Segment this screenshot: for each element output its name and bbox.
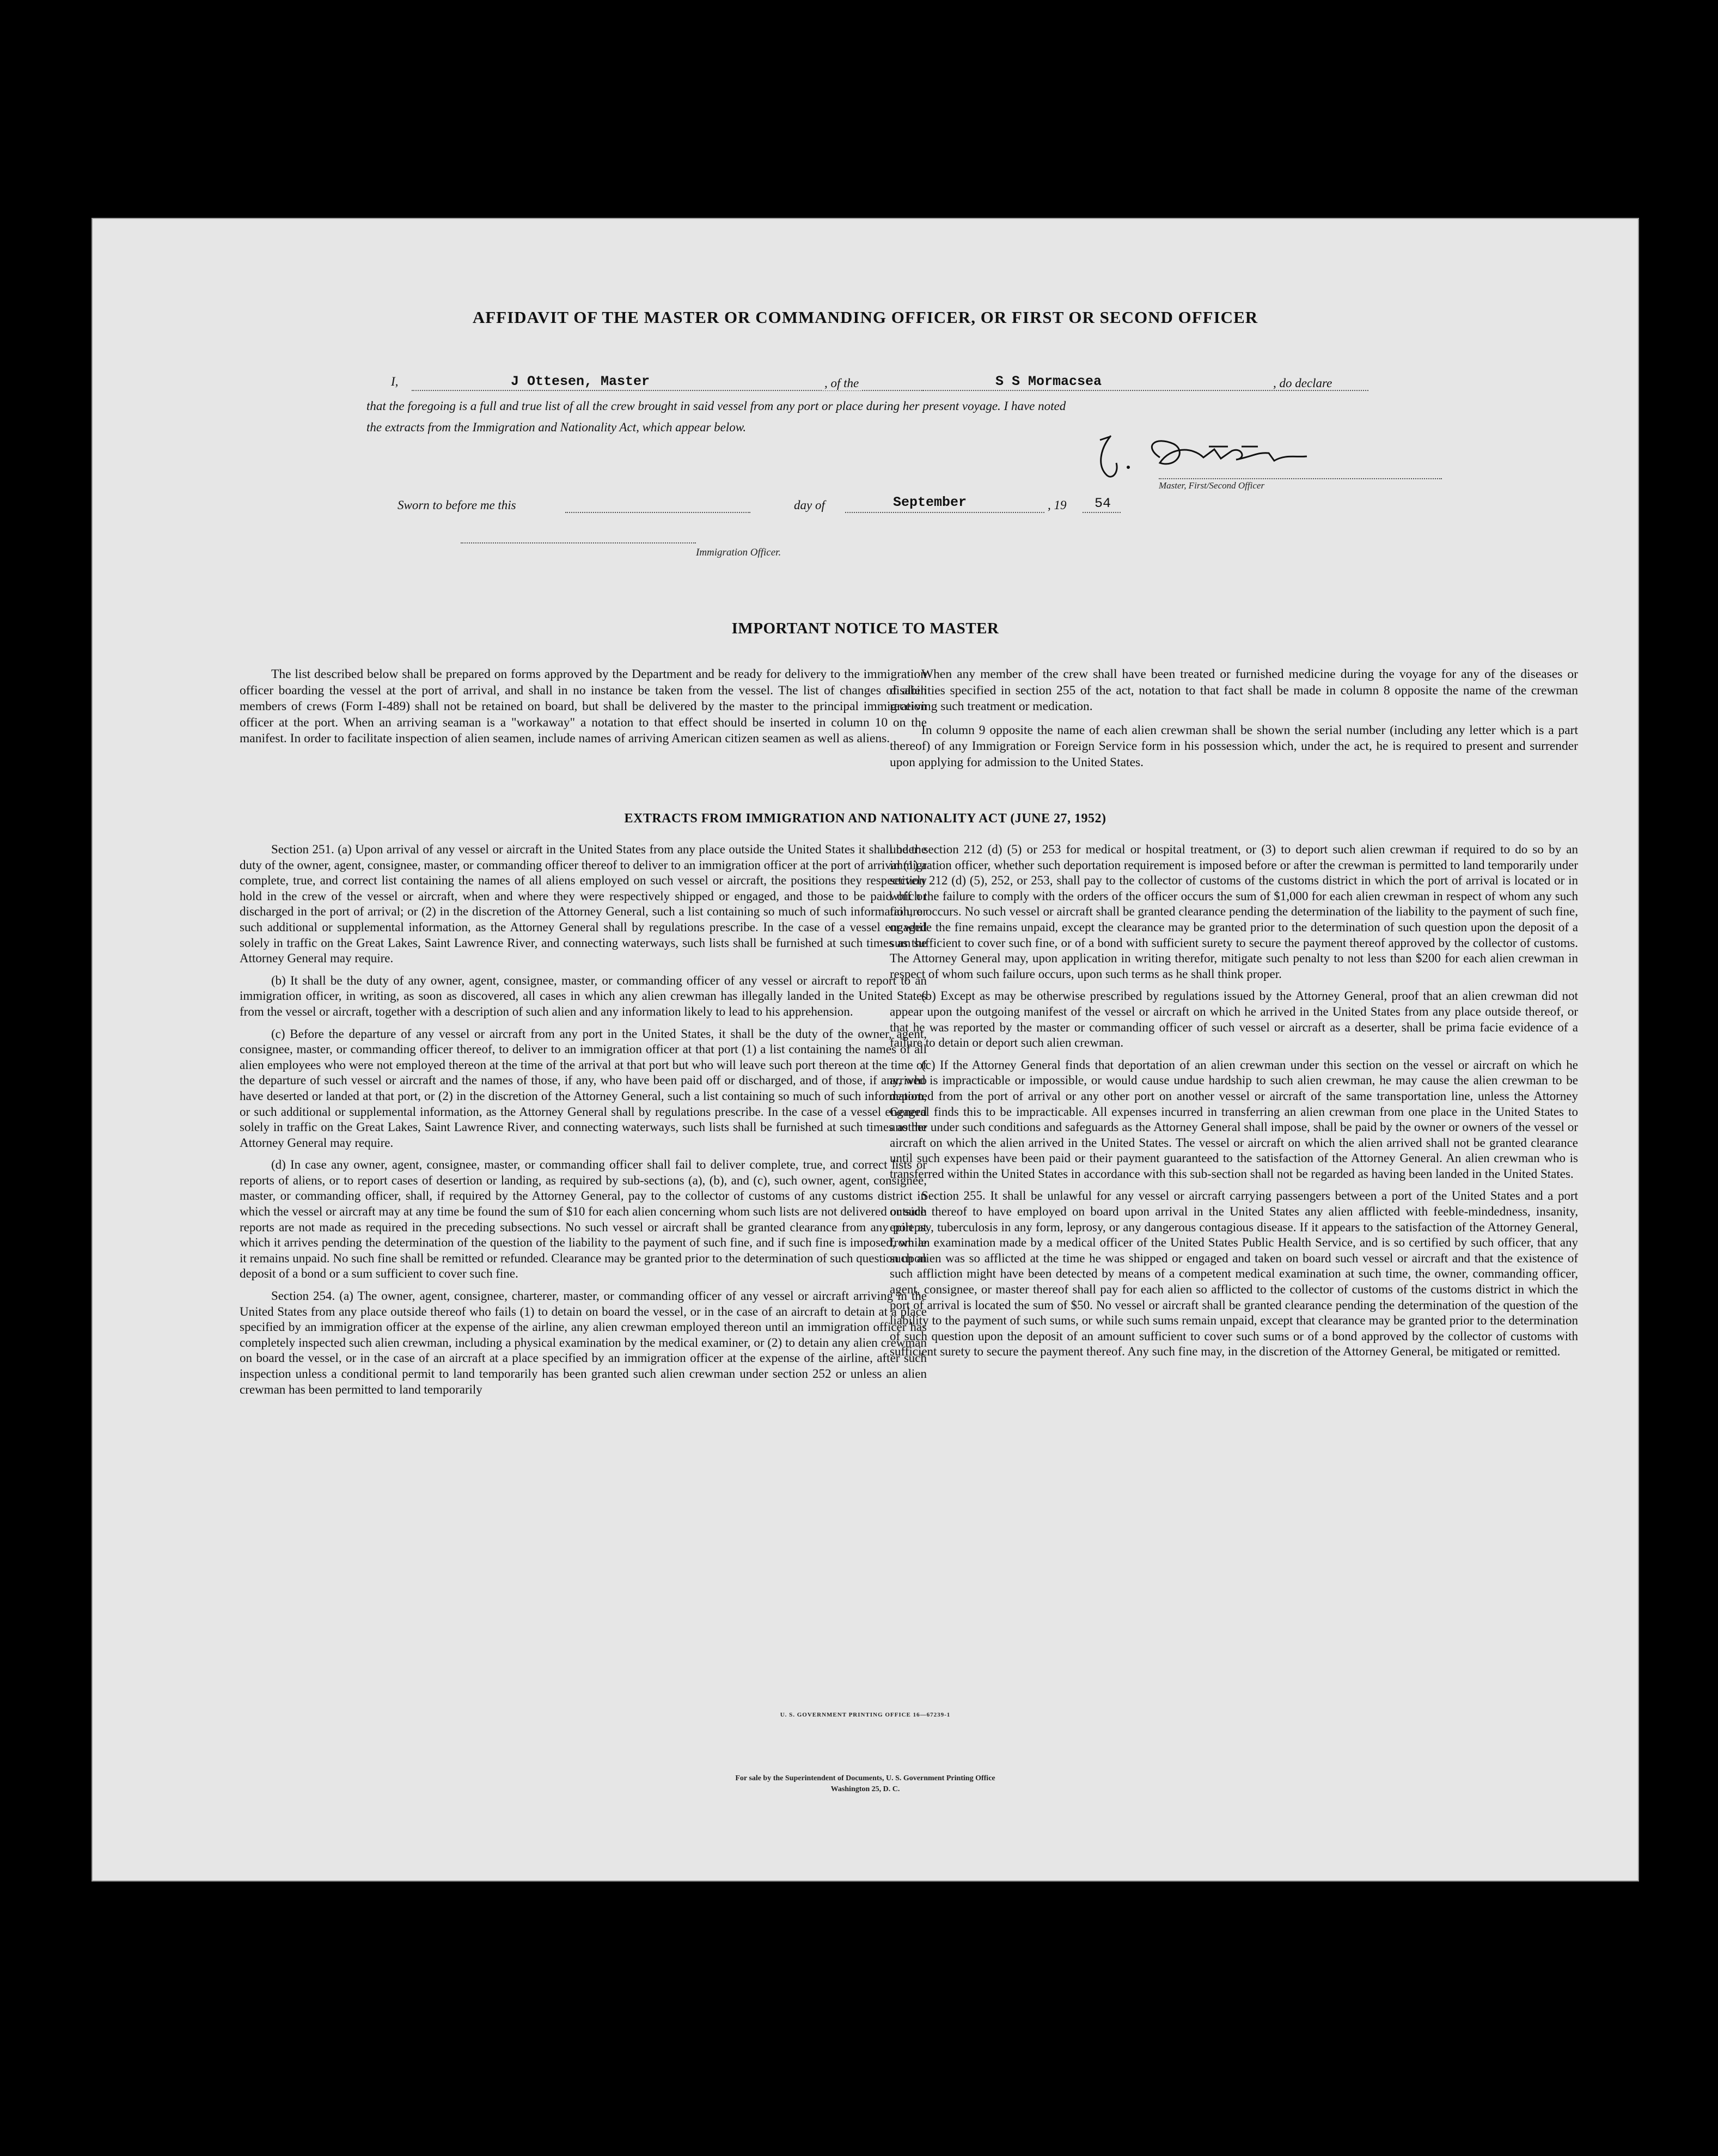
statute-paragraph: Section 254. (a) The owner, agent, consignee, charterer, master, or commanding officer of any vessel or aircraft arriving in the United States from any place outside thereof who fails (1) to detain on board the vessel, or in the case of an aircraft to detain at a place specified by an immigration officer at the expense of the airline, any alien crewman employed thereon until an immigration officer has completely inspected such alien crewman, including a physical examination by the medical examiner, or (2) to detain any alien crewman on board the vessel, or in the case of an aircraft at a place specified by an immigration officer at the expense of the airline, after such inspection unless a conditional permit to land temporarily has been granted such alien crewman under section 252 or unless an alien crewman has been permitted to land temporarily (240, 1289, 927, 1396)
signature-caption: Master, First/Second Officer (1159, 480, 1265, 491)
vessel-name: S S Mormacsea (995, 374, 1102, 389)
statute-paragraph: (c) Before the departure of any vessel or aircraft from any port in the United States, it shall be the duty of the owner, agent, consignee, master, or commanding officer thereof, to deliver to an immigration officer at that port (1) a list containing the names of all alien employees who were not employed thereon at the time of the arrival at that port but who will leave such port thereon at the time of the departure of such vessel or aircraft and the names of those, if any, who have been paid off or discharged, and of those, if any, who have deserted or landed at that port, or (2) in the discretion of the Attorney General, such a list containing so much of such information, or such additional or supplemental information, as the Attorney General shall by regulations prescribe. In the case of a vessel engaged solely in traffic on the Great Lakes, Saint Lawrence River, and connecting waterways, such lists shall be furnished at such times as the Attorney General may require. (240, 1027, 927, 1150)
extracts-left-column (240, 842, 927, 1404)
day-of-label: day of (794, 498, 825, 512)
statute-paragraph: (b) Except as may be otherwise prescribed by regulations issued by the Attorney General, proof that an alien crewman did not appear upon the outgoing manifest of the vessel or aircraft on which he arrived in the United States from any place outside thereof, or that he was reported by the master or commanding officer of such vessel or aircraft as a deserter, shall be prima facie evidence of a failure to detain or deport such alien crewman. (890, 989, 1578, 1050)
affidavit-title: AFFIDAVIT OF THE MASTER OR COMMANDING OFFICER, OR FIRST OR SECOND OFFICER (472, 308, 1258, 327)
statement-line-1: that the foregoing is a full and true list of all the crew brought in said vessel from any port or place during her present voyage. I have noted (366, 399, 1066, 413)
statute-paragraph: under section 212 (d) (5) or 253 for medical or hospital treatment, or (3) to deport such alien crewman if required to do so by an immigration officer, whether such deportation requirement is imposed before or after the crewman is permitted to land temporarily under section 212 (d) (5), 252, or 253, shall pay to the collector of customs of the customs district in which the port of arrival is located or in which the failure to comply with the orders of the officer occurs the sum of $1,000 for each alien crewman in respect of whom any such failure occurs. No such vessel or aircraft shall be granted clearance pending the determination of the liability to the payment of such fine, or while the fine remains unpaid, except the clearance may be granted prior to the determination of such question upon the deposit of a sum sufficient to cover such fine, or of a bond with sufficient surety to secure the payment thereof approved by the collector of customs. The Attorney General may, upon application in writing therefor, mitigate such penalty to not less than $200 for each alien crewman in respect of whom such failure occurs, upon such terms as he shall think proper. (890, 842, 1578, 981)
year-prefix: , 19 (1048, 498, 1067, 512)
document-page (91, 218, 1639, 1882)
statute-paragraph: (c) If the Attorney General finds that deportation of an alien crewman under this section on the vessel or aircraft on which he arrived is impracticable or impossible, or would cause undue hardship to such alien crewman, he may cause the alien crewman to be deported from the port of arrival or any other port on another vessel or aircraft of the same transportation line, unless the Attorney General finds this to be impracticable. All expenses incurred in transferring an alien crewman from one place in the United States to another under such conditions and safeguards as the Attorney General shall impose, shall be paid by the owner or owners of the vessel or aircraft on which the alien arrived in the United States. The vessel or aircraft on which the alien arrived shall not be granted clearance until such expenses have been paid or their payment guaranteed to the satisfaction of the Attorney General. An alien crewman who is transferred within the United States in accordance with this sub-section shall not be regarded as having been landed in the United States. (890, 1058, 1578, 1181)
notice-paragraph: In column 9 opposite the name of each alien crewman shall be shown the serial number (including any letter which is a part thereof) of any Immigration or Foreign Service form in his possession which, under the act, he is required to present and surrender upon applying for admission to the United States. (890, 723, 1578, 769)
master-name: J Ottesen, Master (511, 374, 650, 389)
officer-line (461, 542, 696, 543)
sale-line-1: For sale by the Superintendent of Documents, U. S. Government Printing Office (735, 1774, 995, 1782)
notice-heading: IMPORTANT NOTICE TO MASTER (731, 620, 999, 637)
i-label: I, (391, 375, 399, 388)
extracts-right-column (890, 842, 1578, 1366)
notice-left-column (240, 667, 927, 755)
year-line (1083, 512, 1121, 513)
notice-paragraph: The list described below shall be prepared on forms approved by the Department and be ready for delivery to the immigration officer boarding the vessel at the port of arrival, and shall in no instance be taken from the vessel. The list of changes of alien members of crews (Form I-489) shall not be retained on board, but shall be delivered by the master to the principal immigration officer at the port. When an arriving seaman is a "workaway" a notation to that effect should be inserted in column 10 on the manifest. In order to facilitate inspection of alien seamen, include names of arriving American citizen seamen as well as aliens. (240, 667, 927, 746)
of-the-label: , of the (822, 376, 861, 390)
month-value: September (893, 494, 967, 510)
statement-line-2: the extracts from the Immigration and Nationality Act, which appear below. (366, 420, 747, 434)
printing-office-line: U. S. GOVERNMENT PRINTING OFFICE 16—67239-1 (780, 1712, 951, 1718)
extracts-heading: EXTRACTS FROM IMMIGRATION AND NATIONALITY ACT (JUNE 27, 1952) (624, 811, 1106, 826)
sale-line-2: Washington 25, D. C. (830, 1785, 900, 1793)
statute-paragraph: Section 251. (a) Upon arrival of any vessel or aircraft in the United States from any place outside the United States it shall be the duty of the owner, agent, consignee, master, or commanding officer thereof to deliver to an immigration officer at the port of arrival (1) a complete, true, and correct list containing the names of all aliens employed on such vessel or aircraft, the positions they respectively hold in the crew of the vessel or aircraft, when and where they were respectively shipped or engaged, and those to be paid off or discharged in the port of arrival; or (2) in the discretion of the Attorney General, such a list containing so much of such information, or such additional or supplemental information, as the Attorney General shall by regulations prescribe. In the case of a vessel engaged solely in traffic on the Great Lakes, Saint Lawrence River, and connecting waterways, such lists shall be furnished at such times as the Attorney General may require. (240, 842, 927, 966)
immigration-officer-label: Immigration Officer. (696, 547, 781, 558)
year-suffix: 54 (1095, 496, 1111, 511)
statute-paragraph: (b) It shall be the duty of any owner, agent, consignee, master, or commanding officer of any vessel or aircraft to report to an immigration officer, in writing, as soon as discovered, all cases in which any alien crewman has illegally landed in the United States from the vessel or aircraft, together with a description of such alien and any information likely to lead to his apprehension. (240, 973, 927, 1018)
statute-paragraph: (d) In case any owner, agent, consignee, master, or commanding officer shall fail to deliver complete, true, and correct lists or reports of aliens, or to report cases of desertion or landing, as required by sub-sections (a), (b), and (c), such owner, agent, consignee, master, or commanding officer, shall, if required by the Attorney General, pay to the collector of customs of any customs district in which the vessel or aircraft may at any time be found the sum of $10 for each alien concerning whom such lists are not delivered or such reports are not made as required in the preceding subsections. No such vessel or aircraft shall be granted clearance from any port at which it arrives pending the determination of the question of the liability to the payment of such fine, and if such fine is imposed, while it remains unpaid. No such fine shall be remitted or refunded. Clearance may be granted prior to the determination of such question upon deposit of a bond or a sum sufficient to cover such fine. (240, 1158, 927, 1281)
sworn-day-line (565, 512, 750, 513)
sworn-label: Sworn to before me this (398, 498, 516, 512)
notice-right-column (890, 667, 1578, 778)
notice-paragraph: When any member of the crew shall have been treated or furnished medicine during the voyage for any of the diseases or disabilities specified in section 255 of the act, notation to that fact shall be made in column 8 opposite the name of the crewman receiving such treatment or medication. (890, 667, 1578, 713)
month-line (845, 512, 1044, 513)
signature-line (1159, 478, 1442, 479)
do-declare-label: , do declare (1273, 376, 1332, 390)
statute-paragraph: Section 255. It shall be unlawful for any vessel or aircraft carrying passengers between a port of the United States and a port outside thereof to have employed on board upon arrival in the United States any alien afflicted with feeble-mindedness, insanity, epilepsy, tuberculosis in any form, leprosy, or any dangerous contagious disease. If it appears to the satisfaction of the Attorney General, from an examination made by a medical officer of the United States Public Health Service, and is so certified by such officer, that any such alien was so afflicted at the time he was shipped or engaged and taken on board such vessel or aircraft and that the existence of such affliction might have been detected by means of a competent medical examination at such time, the owner, commanding officer, agent, consignee, or master thereof shall pay for each alien so afflicted to the collector of customs of the customs district in which the port of arrival is located the sum of $50. No vessel or aircraft shall be granted clearance pending the determination of the question of the liability to the payment of such sums, or while such sums remain unpaid, except that clearance may be granted prior to the determination of such question upon the deposit of an amount sufficient to cover such sums or of a bond approved by the collector of customs with sufficient surety to secure the payment thereof. Any such fine may, in the discretion of the Attorney General, be mitigated or remitted. (890, 1189, 1578, 1359)
